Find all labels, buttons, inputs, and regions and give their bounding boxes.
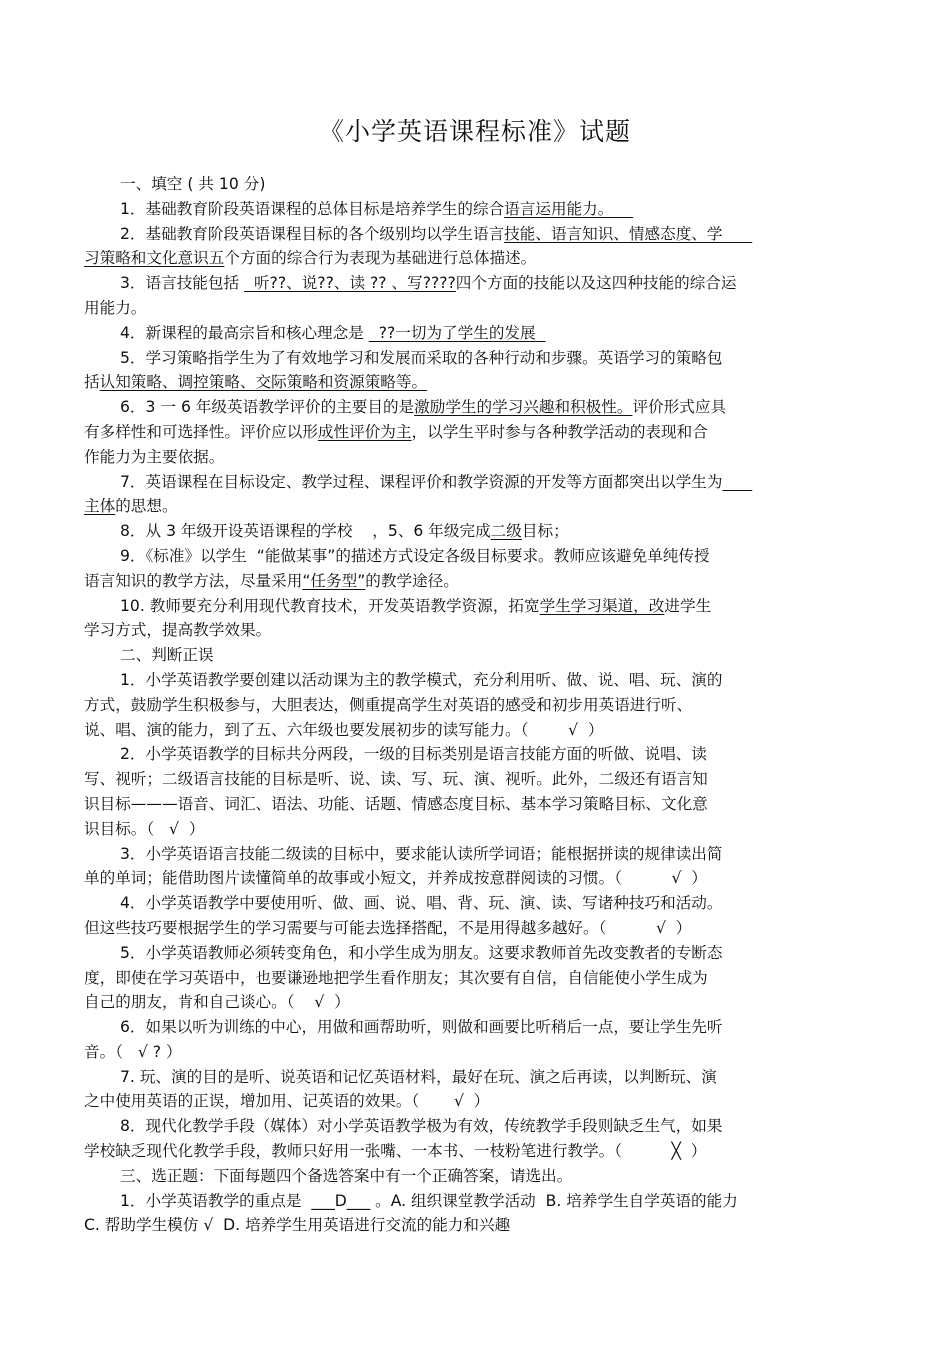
text-line [84,246,866,271]
text-line [84,296,866,321]
text-line [84,718,866,743]
answer-fill: ??一切为了学生的发展 [368,323,546,342]
text-line [84,916,866,941]
text-line [84,990,866,1015]
text-line [84,1189,866,1214]
text-line [84,197,866,222]
text-line [84,792,866,817]
line-text: 8．从 3 年级开设英语课程的学校 ，5、6 年级完成 [120,522,491,541]
line-text: 1．基础教育阶段英语课程的总体目标是培养学生的综合 [120,199,505,218]
text-line [84,1065,866,1090]
text-line [84,222,866,247]
text-line [84,866,866,891]
answer-fill: 技能、语言知识、情感态度、学 [504,224,753,243]
text-line [84,817,866,842]
line-text: 5．小学英语教师必须转变角色，和小学生成为朋友。这要求教师首先改变教者的专断态 [120,943,723,962]
text-line [84,470,866,495]
line-text: ，以学生平时参与各种教学活动的表现和合 [411,422,708,441]
line-text: 3．语言技能包括 [120,274,245,293]
text-line [84,1089,866,1114]
line-text: 目标； [521,522,569,541]
line-text: 1．小学英语教学要创建以活动课为主的教学模式，充分利用听、做、说、唱、玩、演的 [120,670,723,689]
text-line [84,271,866,296]
line-text: 5．学习策略指学生为了有效地学习和发展而采取的各种行动和步骤。英语学习的策略包 [120,348,723,367]
text-line [84,1114,866,1139]
text-line [84,767,866,792]
answer-fill: 成性评价为主 [317,422,412,441]
line-text: 一、填空 ( 共 10 分) [120,175,266,193]
line-text: 用能力。 [84,298,147,317]
line-text: 4．小学英语教学中要使用听、做、画、说、唱、背、玩、演、读、写诸种技巧和活动。 [120,894,723,913]
text-line [84,420,866,445]
answer-fill: 主体 [84,497,116,516]
text-line [84,594,866,619]
line-text: 个方面的综合行为表现为基础进行总体描述。 [224,249,537,268]
line-text: 单的单词；能借助图片读懂简单的故事或小短文，并养成按意群阅读的习惯。（ √ ） [84,869,707,888]
text-line [84,172,866,197]
text-line [84,1213,866,1238]
line-text: 9．《标准》以学生 “能做某事”的描述方式设定各级目标要求。教师应该避免单纯传授 [120,546,710,565]
text-line [84,1139,866,1164]
line-text: 括 [84,373,100,392]
text-line [84,569,866,594]
line-text: 6．如果以听为训练的中心，用做和画帮助听，则做和画要比听稍后一点，要让学生先听 [120,1018,723,1037]
line-text: 语言知识的教学方法，尽量采用 [84,571,303,590]
text-line [84,941,866,966]
answer-fill: 听??、说??、读 ?? 、写???? [244,274,456,293]
line-text: 写、视听；二级语言技能的目标是听、说、读、写、玩、演、视听。此外，二级还有语言知 [84,770,708,789]
line-text: 的思想。 [115,497,178,516]
text-line [84,891,866,916]
text-line [84,693,866,718]
line-text: 3．小学英语语言技能二级读的目标中，要求能认读所学词语；能根据拼读的规律读出简 [120,844,723,863]
line-text: 说、唱、演的能力，到了五、六年级也要发展初步的读写能力。（ √ ） [84,720,604,739]
line-text: 之中使用英语的正误，增加用、记英语的效果。（ √ ） [84,1092,490,1111]
answer-fill: 认知策略、调控策略、交际策略和资源策略等。 [99,373,428,392]
line-text: 识目标———语音、词汇、语法、功能、话题、情感态度目标、基本学习策略目标、文化意 [84,794,708,813]
line-text: 二、判断正误 [120,646,214,665]
document-body [84,172,866,1238]
text-line [84,618,866,643]
line-text: 有多样性和可选择性。评价应以形 [84,422,318,441]
text-line [84,842,866,867]
line-text: 1．小学英语教学的重点是 ___D___ 。A. 组织课堂教学活动 B. 培养学生自学英语的能力 [120,1191,738,1210]
line-text: 8．现代化教学手段（媒体）对小学英语教学极为有效，传统教学手段则缺乏生气，如果 [120,1117,723,1136]
line-text: 评价形式应具 [632,398,727,417]
line-text: 2．小学英语教学的目标共分两段，一级的目标类别是语言技能方面的听做、说唱、读 [120,745,707,764]
text-line [84,395,866,420]
page-title: 《小学英语课程标准》试题 [318,117,631,146]
text-line [84,445,866,470]
line-text: 进学生 [664,596,712,615]
answer-fill: 学生学习渠道，改 [539,596,665,615]
line-text: 7．英语课程在目标设定、教学过程、课程评价和教学资源的开发等方面都突出以学生为 [120,472,723,491]
answer-fill: 激励学生的学习兴趣和积极性。 [414,398,633,417]
line-text: 四个方面的技能以及这四种技能的综合运 [455,274,737,293]
line-text: 方式，鼓励学生积极参与，大胆表达，侧重提高学生对英语的感受和初步用英语进行听、 [84,695,693,714]
text-line [84,494,866,519]
text-line [84,668,866,693]
text-line [84,346,866,371]
line-text: 识目标。（ √ ） [84,819,205,838]
line-text: 的教学途径。 [365,571,459,590]
answer-fill: 语言运用能力。 [504,199,634,218]
line-text: 2．基础教育阶段英语课程目标的各个级别均以学生语言 [120,224,505,243]
text-line [84,370,866,395]
text-line [84,321,866,346]
line-text: 作能力为主要依据。 [84,447,225,466]
line-text: 6．3 一 6 年级英语教学评价的主要目的是 [120,398,415,417]
line-text: 4．新课程的最高宗旨和核心理念是 [120,323,369,342]
line-text: 学校缺乏现代化教学手段，教师只好用一张嘴、一本书、一枝粉笔进行教学。（ ╳ ） [84,1142,707,1161]
line-text: 自己的朋友，肯和自己谈心。（ √ ） [84,993,350,1012]
line-text: 10. 教师要充分利用现代教育技术，开发英语教学资源，拓宽 [120,596,540,615]
text-line [84,544,866,569]
text-line [84,742,866,767]
line-text: 但这些技巧要根据学生的学习需要与可能去选择搭配，不是用得越多越好。（ √ ） [84,918,692,937]
answer-fill: 习策略和文化意识五 [84,249,225,268]
text-line [84,966,866,991]
text-line [84,1015,866,1040]
text-line [84,643,866,668]
line-text: 三、选正题：下面每题四个备选答案中有一个正确答案，请选出。 [120,1166,573,1185]
line-text: C. 帮助学生模仿 √ D. 培养学生用英语进行交流的能力和兴趣 [84,1216,511,1235]
text-line [84,519,866,544]
text-line [84,1164,866,1189]
text-line [84,1040,866,1065]
line-text: 7. 玩、演的目的是听、说英语和记忆英语材料，最好在玩、演之后再读，以判断玩、演 [120,1067,717,1086]
line-text: 音。（ √ ? ） [84,1042,182,1061]
line-text: 度，即使在学习英语中，也要谦逊地把学生看作朋友；其次要有自信，自信能使小学生成为 [84,968,708,987]
answer-fill: “任务型” [302,571,366,590]
line-text: 学习方式，提高教学效果。 [84,621,272,640]
answer-fill: 二级 [490,522,522,541]
answer-fill [722,473,752,491]
